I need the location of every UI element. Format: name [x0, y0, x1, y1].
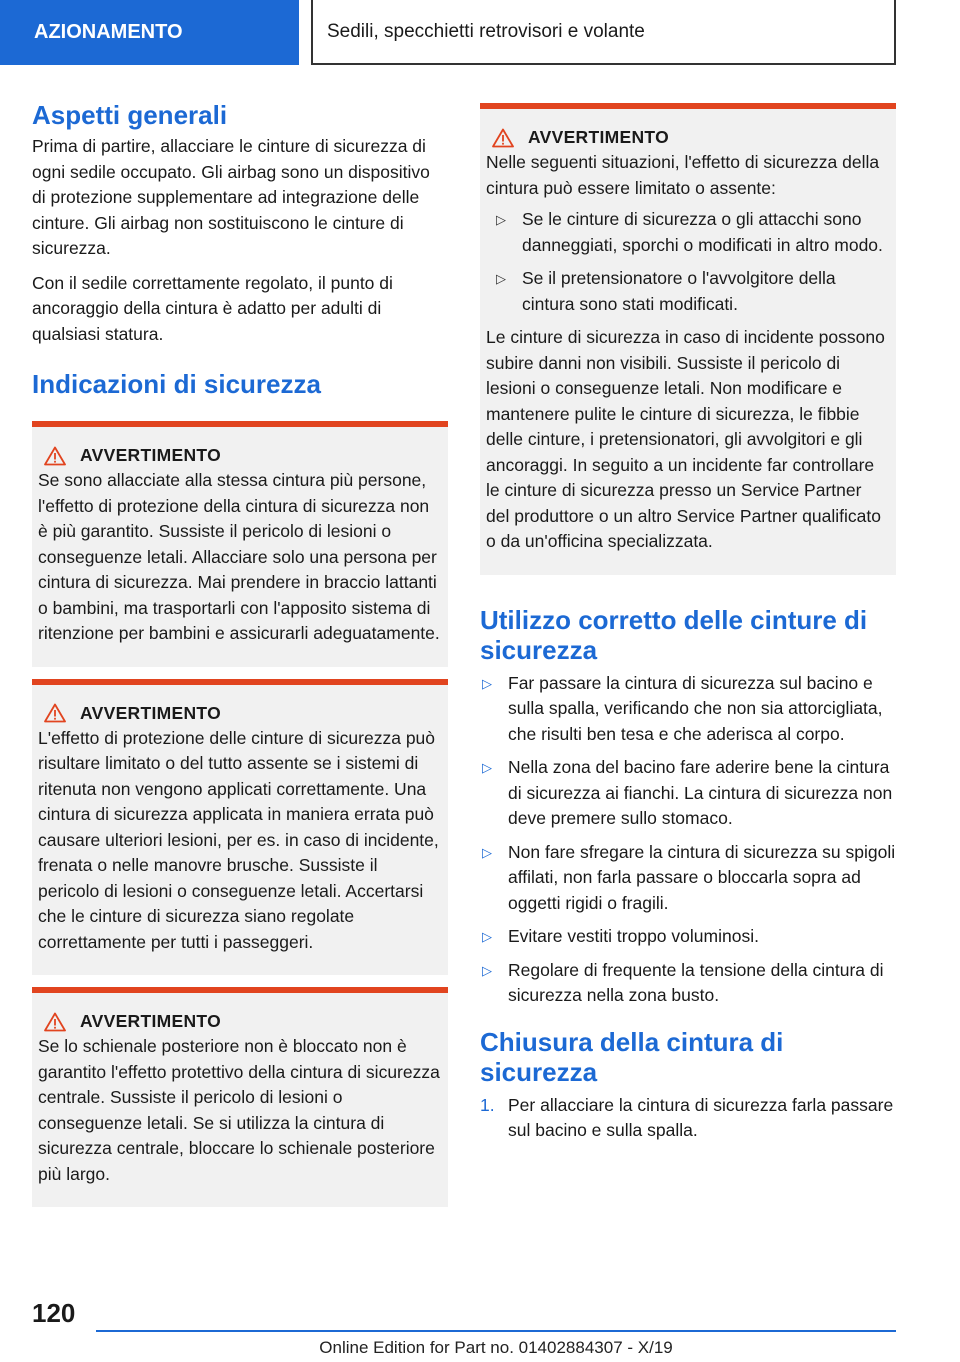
chapter-title: Sedili, specchietti retrovisori e volante	[327, 20, 645, 42]
footer-edition: Online Edition for Part no. 01402884307 - X/19	[319, 1338, 673, 1357]
warning-title: AVVERTIMENTO	[80, 702, 222, 723]
warning-text: Se lo schienale posteriore non è bloccato non è garantito l'effetto protettivo della cintura di sicurezza centrale. Sussiste il pericolo di lesioni o conseguenze letali. Se si utilizza la cintura di sicurezza centrale, bloccare lo schienale posteriore più largo.	[38, 1036, 440, 1184]
triangle-bullet-icon: ▷	[482, 962, 492, 978]
warning-title: AVVERTIMENTO	[80, 1011, 222, 1031]
warning-box-4	[480, 103, 896, 575]
triangle-bullet-icon: ▷	[496, 271, 506, 286]
warning-triangle-icon	[44, 446, 66, 466]
heading-closing: Chiusura della cintura di sicurezza	[480, 1026, 784, 1087]
warning-text: Se sono allacciate alla stessa cintura più persone, l'effetto di protezione della cintura di sicurezza non è più garantito. Sussiste il pericolo di lesioni o conseguenze letali. Allacciare solo una persona per cintura di sicurezza. Mai prendere in braccio lattanti o bambini, ma trasportarli con l'apposito sistema di ritenzione per bambini e assicurarli adeguatamente.	[38, 470, 440, 643]
warning-intro: Nelle seguenti situazioni, l'effetto di sicurezza della cintura può essere limitato o assente:	[486, 152, 880, 198]
warning-header	[38, 445, 440, 466]
warning-title: AVVERTIMENTO	[80, 445, 222, 465]
usage-list	[480, 671, 896, 1009]
warning-header	[38, 1011, 440, 1032]
warning-header	[486, 127, 888, 148]
warning-box-1	[32, 421, 448, 667]
warning-header	[38, 703, 440, 724]
warning-title: AVVERTIMENTO	[528, 127, 670, 147]
list-item: ▷ Non fare sfregare la cintura di sicurezza su spigoli affilati, non farla passare o bloccarla sopra ad oggetti rigidi o fragili.	[482, 841, 896, 913]
heading-safety: Indicazioni di sicurezza	[32, 369, 321, 399]
warning-text: L'effetto di protezione delle cinture di sicurezza può risultare limitato o del tutto assente se i sistemi di ritenuta non vengono applicati correttamente. Una cintura di sicurezza applicata in maniera errata può causare ulteriori lesioni, per es. in caso di incidente, frenata o nelle manovre brusche. Sussiste il pericolo di lesioni o conseguenze letali. Accertarsi che le cinture di sicurezza siano regolate correttamente per tutti i passeggeri.	[38, 727, 439, 952]
general-paragraph-2: Con il sedile correttamente regolato, il punto di ancoraggio della cintura è adatto per adulti di qualsiasi statura.	[32, 272, 393, 344]
warning-triangle-icon	[492, 128, 514, 148]
closing-steps	[480, 1093, 896, 1144]
warning-list	[486, 207, 888, 317]
warning-triangle-icon	[44, 1012, 66, 1032]
triangle-bullet-icon: ▷	[496, 212, 506, 227]
step-item: 1. Per allacciare la cintura di sicurezza farla passare sul bacino e sulla spalla.	[480, 1094, 894, 1140]
section-title: AZIONAMENTO	[34, 21, 183, 43]
header-chapter	[311, 0, 896, 65]
triangle-bullet-icon: ▷	[482, 675, 492, 691]
heading-usage: Utilizzo corretto delle cinture di sicurezza	[480, 604, 868, 665]
list-item: ▷ Se il pretensionatore o l'avvolgitore della cintura sono stati modificati.	[496, 268, 836, 314]
warning-box-3	[32, 987, 448, 1207]
list-item: ▷ Se le cinture di sicurezza o gli attacchi sono danneggiati, sporchi o modificati in altro modo.	[496, 209, 883, 255]
triangle-bullet-icon: ▷	[482, 929, 492, 944]
page-number: 120	[32, 1298, 76, 1328]
list-item: ▷ Regolare di frequente la tensione della cintura di sicurezza nella zona busto.	[482, 959, 884, 1005]
footer-divider	[96, 1330, 896, 1332]
heading-general: Aspetti generali	[32, 100, 228, 130]
list-item: ▷ Far passare la cintura di sicurezza sul bacino e sulla spalla, verificando che non sia attorcigliata, che risulti ben tesa e che aderisca al corpo.	[482, 672, 883, 744]
warning-outro: Le cinture di sicurezza in caso di incidente possono subire danni non visibili. Sussiste il pericolo di lesioni o conseguenze letali. Non modificare e mantenere pulite le cinture di sicurezza, le fibbie delle cinture, i pretensionatori, gli avvolgitori e gli ancoraggi. In seguito a un incidente far controllare le cinture di sicurezza presso un Service Partner del produttore o un altro Service Partner qualificato o da un'officina specializzata.	[486, 327, 885, 551]
right-column	[480, 103, 896, 1148]
warning-box-2	[32, 679, 448, 976]
warning-triangle-icon	[44, 703, 66, 723]
general-paragraph-1: Prima di partire, allacciare le cinture di sicurezza di ogni sedile occupato. Gli airbag sono un dispositivo di protezione supplementare ad integrazione delle cinture. Gli airbag non sostituiscono le cinture di sicurezza.	[32, 136, 430, 258]
list-item: ▷ Nella zona del bacino fare aderire bene la cintura di sicurezza ai fianchi. La cintura di sicurezza non deve premere sullo stomaco.	[482, 757, 893, 828]
step-number: 1.	[480, 1094, 495, 1115]
triangle-bullet-icon: ▷	[482, 844, 492, 860]
list-item: ▷ Evitare vestiti troppo voluminosi.	[480, 924, 896, 950]
header-section-tab	[0, 0, 299, 65]
triangle-bullet-icon: ▷	[482, 760, 492, 775]
left-column	[32, 100, 448, 1217]
